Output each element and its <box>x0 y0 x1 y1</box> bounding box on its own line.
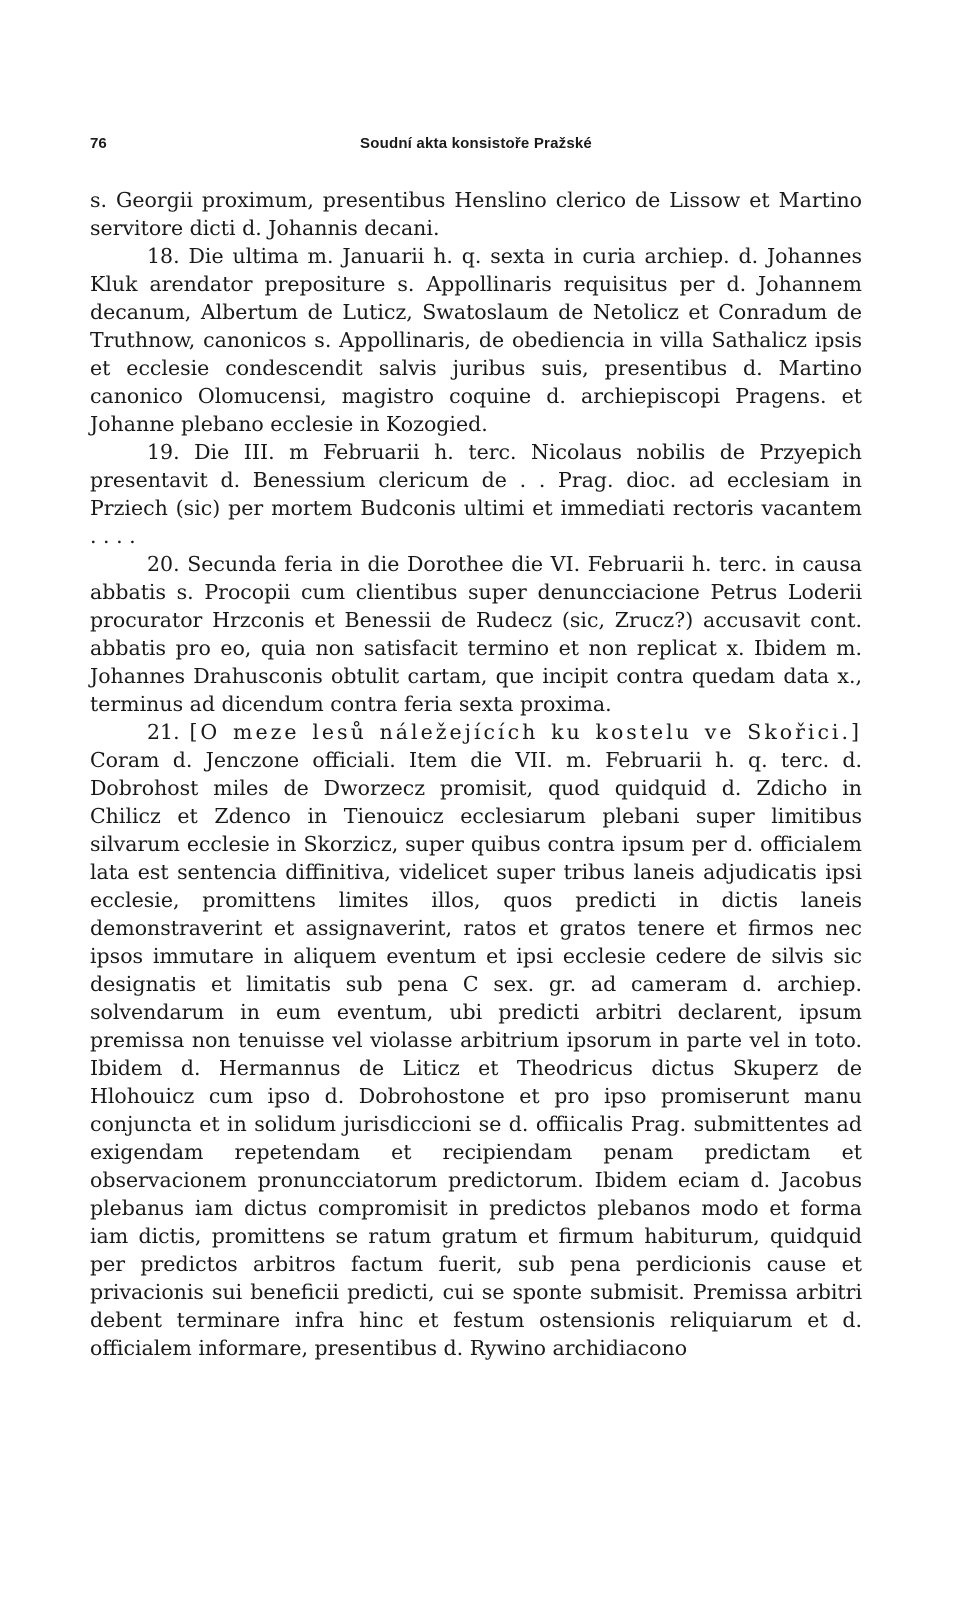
paragraph-entry-19: 19. Die III. m Februarii h. terc. Nicolaus nobilis de Przyepich presentavit d. Benessium clericum de . . Prag. dioc. ad ecclesiam in Prziech (sic) per mortem Budconis ultimi et immediati rectoris vacantem . . . . <box>90 440 862 548</box>
entry-number: 21. <box>147 720 180 744</box>
body-text <box>90 186 862 1362</box>
paragraph-entry-20: 20. Secunda feria in die Dorothee die VI. Februarii h. terc. in causa abbatis s. Procopii cum clientibus super denuncciacione Petrus Loderii procurator Hrzconis et Benessii de Rudecz (sic, Zrucz?) accusavit cont. abbatis pro eo, quia non satisfacit termino et non replicat x. Ibidem m. Johannes Drahusconis obtulit cartam, que incipit contra quedam data x., terminus ad dicendum contra feria sexta proxima. <box>90 552 862 716</box>
entry-text: Coram d. Jenczone officiali. Item die VII. m. Februarii h. q. terc. d. Dobrohost miles de Dworzecz promisit, quod quidquid d. Zdicho in Chilicz et Zdenco in Tienouicz ecclesiarum plebani super limitibus silvarum ecclesie in Skorzicz, super quibus contra ipsum per d. officialem lata est sentencia diffinitiva, videlicet super tribus laneis adjudicatis ipsi ecclesie, promittens limites illos, quos predicti in dictis laneis demonstraverint et assignaverint, ratos et gratos tenere et firmos nec ipsos immutare in aliquem eventum et ipsi ecclesie cedere de silvis sic designatis et limitatis sub pena C sex. gr. ad cameram d. archiep. solvendarum in eum eventum, ubi predicti arbitri declarent, ipsum premissa non tenuisse vel violasse arbitrium ipsorum in parte vel in toto. Ibidem d. Hermannus de Liticz et Theodricus dictus Skuperz de Hlohouicz cum ipso d. Dobrohostone et pro ipso promiserunt manu conjuncta et in solidum jurisdiccioni se d. offiicalis Prag. submittentes ad exigendam repetendam et recipiendam penam predictam et observacionem pronuncciatorum predictorum. Ibidem eciam d. Jacobus plebanus iam dictus compromisit in predictos plebanos modo et forma iam dictis, promittens se ratum gratum et firmum habiturum, quidquid per predictos arbitros factum fuerit, sub pena perdicionis cause et privacionis sui beneficii predicti, cui se sponte submisit. Premissa arbitri debent terminare infra hinc et festum ostensionis reliquiarum et d. officialem informare, presentibus d. Rywino archidiacono <box>90 748 862 1360</box>
running-head: Soudní akta konsistoře Pražské <box>360 135 592 152</box>
page-header <box>90 132 862 156</box>
paragraph-continuation: s. Georgii proximum, presentibus Henslino clerico de Lissow et Martino servitore dicti d. Johannis decani. <box>90 188 862 240</box>
paragraph-entry-21 <box>90 718 862 1362</box>
paragraph-entry-18: 18. Die ultima m. Januarii h. q. sexta in curia archiep. d. Johannes Kluk arendator prepositure s. Appollinaris requisitus per d. Johannem decanum, Albertum de Luticz, Swatoslaum de Netolicz et Conradum de Truthnow, canonicos s. Appollinaris, de obediencia in villa Sathalicz ipsis et ecclesie condescendit salvis juribus suis, presentibus d. Martino canonico Olomucensi, magistro coquine d. archiepiscopi Pragens. et Johanne plebano ecclesie in Kozogied. <box>90 244 862 436</box>
entry-heading: [O meze lesů náležejících ku kostelu ve Skořici.] <box>189 720 862 744</box>
page-number: 76 <box>90 135 107 152</box>
